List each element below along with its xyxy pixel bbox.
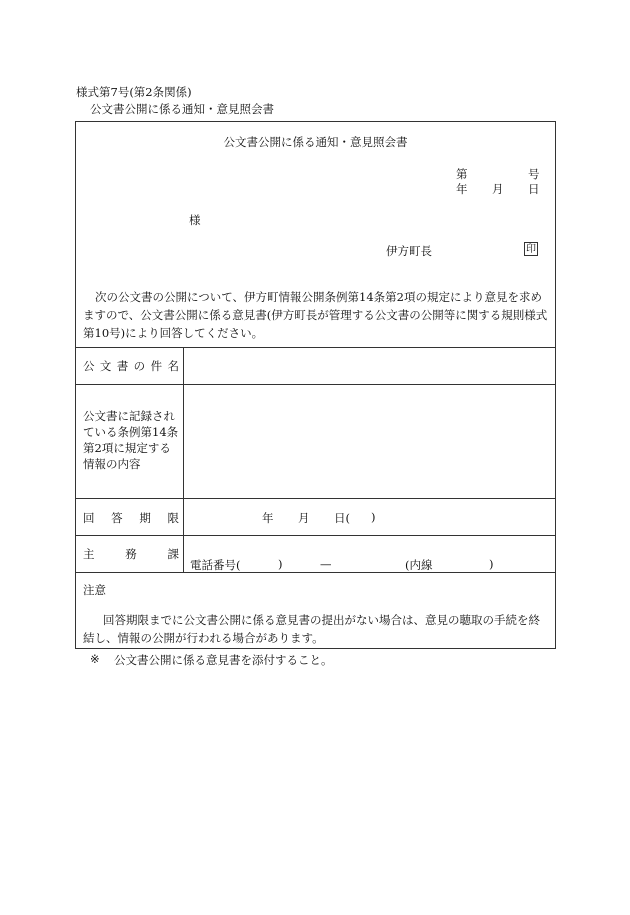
date-day: 日 — [528, 182, 540, 196]
row-divider — [76, 535, 555, 536]
deadline-year: 年 — [262, 511, 274, 525]
body-text: 次の公文書の公開について、伊方町情報公開条例第14条第2項の規定により意見を求めますので、公文書公開に係る意見書(伊方町長が管理する公文書の公開等に関する規則様式第10号)により回答してください。 — [83, 290, 548, 340]
addressee-suffix: 様 — [189, 213, 201, 227]
deadline-label: 回 答 期 限 — [83, 511, 179, 525]
row-divider — [76, 384, 555, 385]
extension-label: (内線 — [405, 558, 433, 572]
row-divider — [76, 347, 555, 348]
column-divider — [183, 347, 184, 572]
subject-label: 公 文 書 の 件 名 — [83, 359, 179, 373]
footnote-text: 公文書公開に係る意見書を添付すること。 — [114, 653, 333, 667]
extension-close: ) — [489, 557, 494, 571]
phone-dash: — — [320, 557, 332, 571]
dept-label: 主 務 課 — [83, 547, 179, 561]
notes-title: 注意 — [83, 583, 106, 597]
form-caption: 公文書公開に係る通知・意見照会書 — [90, 102, 274, 116]
form-title: 公文書公開に係る通知・意見照会書 — [223, 135, 408, 149]
number-suffix: 号 — [528, 167, 540, 181]
seal-mark: 印 — [526, 244, 536, 255]
deadline-day: 日( — [334, 511, 350, 525]
info-label: 公文書に記録されている条例第14条第2項に規定する情報の内容 — [83, 409, 179, 471]
phone-close: ) — [278, 557, 283, 571]
form-number: 様式第7号(第2条関係) — [76, 85, 192, 99]
phone-label: 電話番号( — [190, 558, 241, 572]
notes-text: 回答期限までに公文書公開に係る意見書の提出がない場合は、意見の聴取の手続を終結し、情報の公開が行われる場合があります。 — [83, 613, 540, 645]
deadline-close: ) — [371, 510, 376, 524]
deadline-month: 月 — [298, 511, 310, 525]
row-divider — [76, 498, 555, 499]
footnote-mark: ※ — [90, 652, 100, 666]
number-prefix: 第 — [456, 167, 468, 181]
date-year: 年 — [456, 182, 468, 196]
sender-name: 伊方町長 — [386, 244, 432, 258]
row-divider — [76, 572, 555, 573]
form-table — [75, 121, 556, 649]
date-month: 月 — [492, 182, 504, 196]
